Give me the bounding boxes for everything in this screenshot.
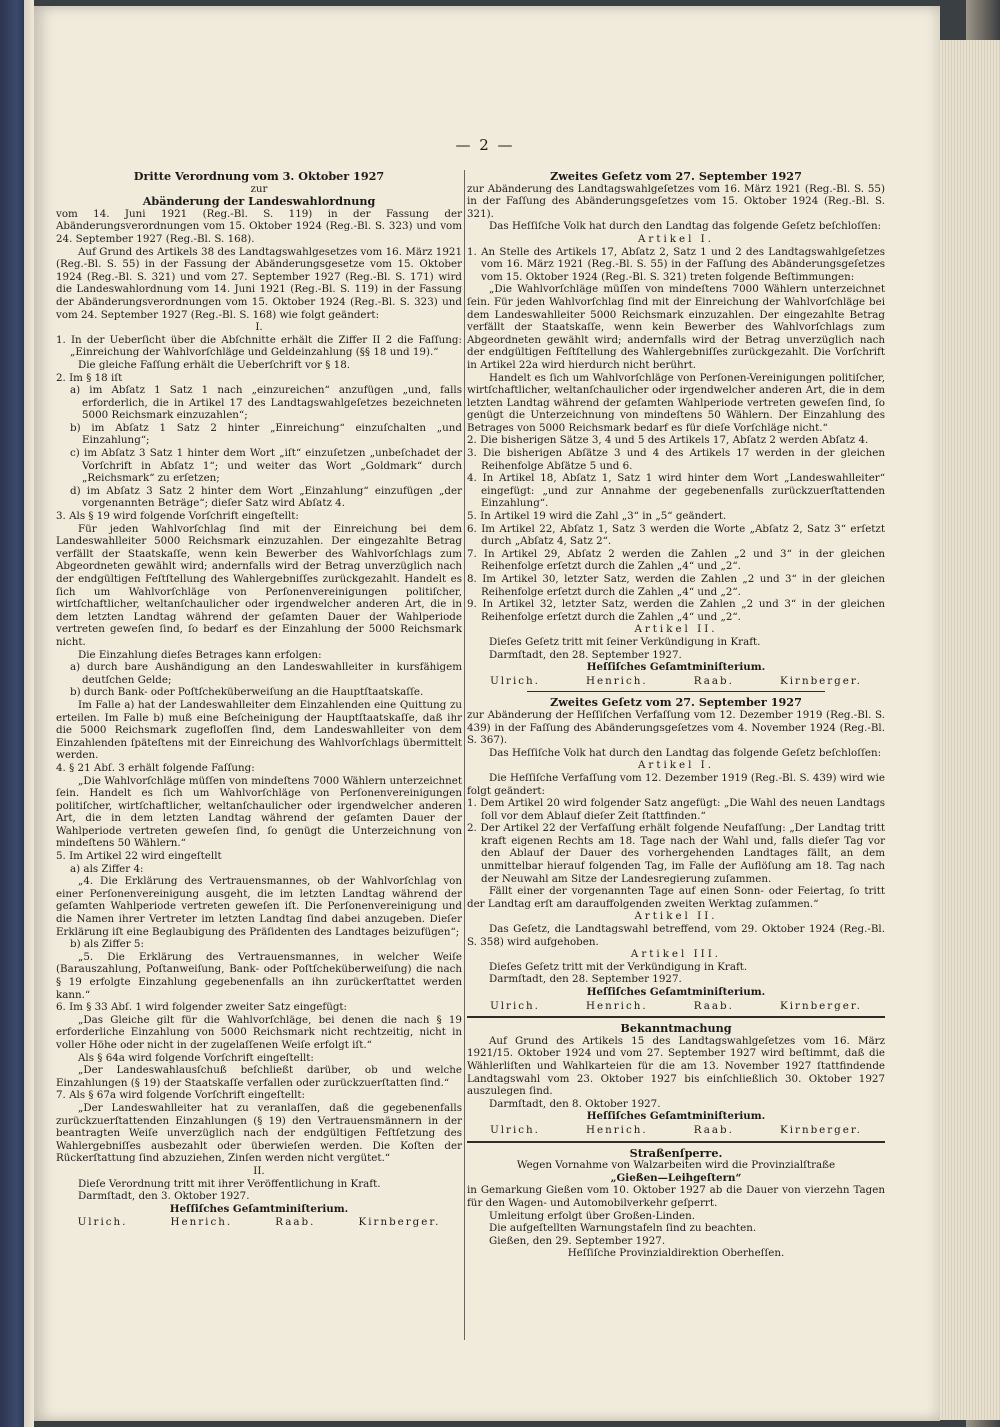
- signer: Henrich.: [586, 1123, 648, 1136]
- list-item: 5. Im Artikel 22 wird eingeſtellt: [56, 850, 222, 863]
- paragraph: Umleitung erfolgt über Großen-Linden.: [489, 1209, 696, 1222]
- signer: Kirnberger.: [780, 1123, 862, 1136]
- page-number: — 2 —: [455, 136, 515, 154]
- law2-preamble: Das Heſſiſche Volk hat durch den Landtag das folgende Geſetz beſchloſſen:: [489, 746, 882, 759]
- section-heading: I.: [255, 321, 263, 334]
- paragraph: „Das Gleiche gilt für die Wahlvorſchläge, bei denen die nach § 19 erforderliche Einzahlung von 5000 Reichsmark nicht rechtzeitig, nicht in voller Höhe oder nicht in der zugelaſſenen Weiſe erfolgt iſt.“: [56, 1013, 462, 1051]
- paragraph: Im Falle a) hat der Landeswahlleiter dem Einzahlenden eine Quittung zu erteilen. Im Falle b) muß eine Beſcheinigung der Hauptſtaatskaſſe, daß ihr die 5000 Reichsmark zugefloſſen ſind, dem Landeswahlleiter von dem Einzahlenden ſpäteſtens mit der Einreichung des Wahlvorſchlags übermittelt werden.: [56, 698, 462, 762]
- paragraph: Für jeden Wahlvorſchlag ſind mit der Einreichung bei dem Landeswahlleiter 5000 Reichsmark einzuzahlen. Der eingezahlte Betrag verfällt der Staatskaſſe, wenn kein Bewerber des Wahlvorſchlags zum Abgeordneten gewählt wird; andernfalls wird der Betrag unverzüglich nach der endgültigen Feſtſtellung des Wahlergebniſſes zurückgezahlt. Handelt es ſich um Wahlvorſchläge von Perſonenvereinigungen politiſcher, wirtſchaftlicher, weltanſchaulicher oder irgendwelcher anderen Art, die in dem letzten Landtag während der geſamten Dauer der Wahlperiode vertreten geweſen ſind, ſo bedarf es der Einzahlung der 5000 Reichsmark nicht.: [56, 522, 462, 648]
- separator-rule: [467, 1141, 885, 1143]
- ministry-name: Heſſiſches Geſamtminiſterium.: [586, 986, 766, 998]
- ordinance-subtitle: Abänderung der Landeswahlordnung: [142, 194, 376, 209]
- list-item: 1. In der Ueberſicht über die Abſchnitte erhält die Ziffer II 2 die Faſſung: „Einreichung der Wahlvorſchläge und Geldeinzahlung (§§ 18 und 19).“: [56, 333, 462, 359]
- signer: Raab.: [693, 674, 734, 687]
- paragraph: Die gleiche Faſſung erhält die Ueberſchrift vor § 18.: [78, 358, 351, 371]
- paragraph: Auf Grund des Artikels 15 des Landtagswahlgeſetzes vom 16. März 1921/15. Oktober 1924 und vom 27. September 1927 wird beſtimmt, daß die Wählerliſten und Wahlkarteien für die am 13. November 1927 ſtattfindende Landtagswahl vom 23. Oktober 1927 bis einſchließlich 30. Oktober 1927 auszulegen ſind.: [467, 1034, 885, 1098]
- list-item: 2. Die bisherigen Sätze 3, 4 und 5 des Artikels 17, Abſatz 2 werden Abſatz 4.: [467, 434, 869, 447]
- column-divider: [464, 170, 465, 1340]
- final-clause: Dieſe Verordnung tritt mit ihrer Veröffentlichung in Kraft.: [78, 1177, 381, 1190]
- law2-title: Zweites Geſetz vom 27. September 1927: [550, 695, 802, 710]
- final-clause: Dieſes Geſetz tritt mit der Verkündigung in Kraft.: [489, 960, 748, 973]
- notice-title: Bekanntmachung: [620, 1021, 732, 1036]
- article-heading: Artikel I.: [637, 759, 715, 772]
- list-item: 7. Als § 67a wird folgende Vorſchrift eingeſtellt:: [56, 1089, 305, 1102]
- sub-item: d) im Abſatz 3 Satz 2 hinter dem Wort „Einzahlung“ einzufügen „der vorgenannten Beträge“; dieſer Satz wird Abſatz 4.: [70, 484, 462, 510]
- final-clause: Dieſes Geſetz tritt mit ſeiner Verkündigung in Kraft.: [489, 635, 761, 648]
- list-item: 1. An Stelle des Artikels 17, Abſatz 2, Satz 1 und 2 des Landtagswahlgeſetzes vom 16. März 1921 (Reg.-Bl. S. 55) in der Faſſung des Abänderungsgeſetzes vom 15. Oktober 1924 (Reg.-Bl. S. 321) treten folgende Beſtimmungen:: [467, 245, 885, 283]
- signer: Ulrich.: [77, 1216, 128, 1229]
- list-item: 4. § 21 Abſ. 3 erhält folgende Faſſung:: [56, 761, 255, 774]
- list-item: 6. Im § 33 Abſ. 1 wird folgender zweiter Satz eingefügt:: [56, 1001, 348, 1014]
- paragraph: „Die Wahlvorſchläge müſſen von mindeſtens 7000 Wählern unterzeichnet ſein. Für jeden Wahlvorſchlag ſind mit der Einreichung der Wahlvorſchläge bei dem Landeswahlleiter 5000 Reichsmark einzuzahlen. Der eingezahlte Betrag verfällt der Staatskaſſe, wenn kein Bewerber des Wahlvorſchlags zum Abgeordneten gewählt wird; andernfalls wird der Betrag unverzüglich nach der endgültigen Feſtſtellung des Wahlergebniſſes zurückgezahlt. Die Vorſchrift in Artikel 22a wird hierdurch nicht berührt.: [467, 283, 885, 371]
- place-date: Darmſtadt, den 28. September 1927.: [489, 648, 682, 661]
- signer: Ulrich.: [490, 999, 540, 1012]
- place-date: Darmſtadt, den 3. Oktober 1927.: [78, 1190, 250, 1203]
- signer: Raab.: [693, 1123, 734, 1136]
- article-heading: Artikel II.: [634, 910, 718, 923]
- list-item: 2. Im § 18 iſt: [56, 371, 123, 384]
- ordinance-title-zur: zur: [250, 182, 268, 195]
- ministry-name: Heſſiſches Geſamtminiſterium.: [586, 661, 766, 674]
- book-gutter: [24, 0, 34, 1427]
- right-column: [467, 170, 885, 1260]
- article-heading: Artikel III.: [630, 948, 722, 961]
- list-item: 5. In Artikel 19 wird die Zahl „3“ in „5“ geändert.: [467, 510, 727, 523]
- sub-item: b) als Ziffer 5:: [70, 938, 144, 951]
- ordinance-reference: vom 14. Juni 1921 (Reg.-Bl. S. 119) in der Fassung der Abänderungsverordnungen vom 15. Oktober 1924 (Reg.-Bl. S. 323) und vom 24. September 1927 (Reg.-Bl. S. 168).: [56, 207, 462, 245]
- list-item: 9. In Artikel 32, letzter Satz, werden die Zahlen „2 und 3“ in der gleichen Reihenfolge erſetzt durch die Zahlen „4“ und „2“.: [467, 598, 885, 623]
- paragraph: Das Geſetz, die Landtagswahl betreffend, vom 29. Oktober 1924 (Reg.-Bl. S. 358) wird aufgehoben.: [467, 923, 885, 948]
- list-item: 2. Der Artikel 22 der Verfaſſung erhält folgende Neufaſſung: „Der Landtag tritt kraft eigenen Rechts am 18. Tage nach der Wahl und, falls dieſer Tag vor den Ablauf der Dauer des vorhergehenden Landtages fällt, an dem unmittelbar hierauf folgenden Tag, im Falle der Auflöſung am 18. Tag nach der Neuwahl am Sitze der Landesregierung zuſammen.: [467, 822, 885, 885]
- signatures: [467, 675, 885, 688]
- sub-item: b) durch Bank- oder Poſtſcheküberweiſung an die Hauptſtaatskaſſe.: [70, 686, 424, 699]
- separator-rule: [527, 691, 825, 692]
- paragraph: Als § 64a wird folgende Vorſchrift eingeſtellt:: [78, 1051, 314, 1064]
- paragraph: Die aufgeſtellten Warnungstafeln ſind zu beachten.: [489, 1222, 757, 1235]
- paragraph: „4. Die Erklärung des Vertrauensmannes, ob der Wahlvorſchlag von einer Perſonenvereinigung ausgeht, die im letzten Landtag während der geſamten Wahlperiode vertreten geweſen iſt. Die Perſonenvereinigung und die Namen ihrer Vertreter im letzten Landtag ſind dabei anzugeben. Dieſer Erklärung iſt eine Beglaubigung des Präſidenten des Landtages beizufügen“;: [56, 875, 462, 938]
- left-column: [56, 170, 462, 1230]
- sub-item: a) als Ziffer 4:: [70, 862, 144, 875]
- law2-subtitle: zur Abänderung der Heſſiſchen Verfaſſung vom 12. Dezember 1919 (Reg.-Bl. S. 439) in der Faſſung des Abänderungsgeſetzes vom 4. November 1924 (Reg.-Bl. S. 367).: [467, 708, 885, 747]
- signer: Kirnberger.: [780, 674, 862, 687]
- sub-item: a) durch bare Aushändigung an den Landeswahlleiter in kursfähigem deutſchen Gelde;: [70, 661, 462, 686]
- list-item: 3. Die bisherigen Abſätze 3 und 4 des Artikels 17 werden in der gleichen Reihenfolge Abſätze 5 und 6.: [467, 447, 885, 472]
- paragraph: „Die Wahlvorſchläge müſſen von mindeſtens 7000 Wählern unterzeichnet ſein. Handelt es ſich um Wahlvorſchläge von Perſonenvereinigungen politiſcher, wirtſchaftlicher, weltanſchaulicher oder irgendwelcher anderen Art, die in dem letzten Landtag während der geſamten Dauer der Wahlperiode vertreten geweſen ſind, ſo genügt die Unterzeichnung von mindeſtens 50 Wählern.“: [56, 774, 462, 850]
- paragraph: „5. Die Erklärung des Vertrauensmannes, in welcher Weiſe (Barauszahlung, Poſtanweiſung, Bank- oder Poſtſcheküberweiſung) die nach § 19 erfolgte Einzahlung gegebenenfalls an ihn zurückerſtattet werden kann.“: [56, 950, 462, 1001]
- signer: Henrich.: [586, 999, 648, 1012]
- law1-preamble: Das Heſſiſche Volk hat durch den Landtag das folgende Geſetz beſchloſſen:: [489, 220, 882, 233]
- sub-item: a) im Abſatz 1 Satz 1 nach „einzureichen“ anzufügen „und, falls erforderlich, die in Artikel 17 des Landtagswahlgeſetzes bezeichneten 5000 Reichsmark einzuzahlen“;: [70, 384, 462, 422]
- paragraph: in Gemarkung Gießen vom 10. Oktober 1927 ab die Dauer von vierzehn Tagen für den Wagen- und Automobilverkehr geſperrt.: [467, 1184, 885, 1209]
- ordinance-intro: Auf Grund des Artikels 38 des Landtagswahlgesetzes vom 16. März 1921 (Reg.-Bl. S. 55) in der Fassung der Abänderungsgesetze vom 15. Oktober 1924 (Reg.-Bl. S. 321) und vom 27. September 1927 (Reg.-Bl. S. 171) wird die Landeswahlordnung vom 14. Juni 1921 (Reg.-Bl. S. 119) in der Fassung der Abänderungsverordnungen vom 15. Oktober 1924 (Reg.-Bl. S. 323) und vom 24. September 1927 (Reg.-Bl. S. 168) wie folgt geändert:: [56, 245, 462, 321]
- paragraph: Die Einzahlung dieſes Betrages kann erfolgen:: [78, 648, 322, 661]
- place-date: Darmſtadt, den 28. September 1927.: [489, 973, 682, 986]
- signer: Ulrich.: [490, 674, 540, 687]
- list-item: 6. Im Artikel 22, Abſatz 1, Satz 3 werden die Worte „Abſatz 2, Satz 3“ erſetzt durch „Abſatz 4, Satz 2“.: [467, 522, 885, 548]
- signer: Henrich.: [586, 674, 648, 687]
- place-date: Gießen, den 29. September 1927.: [489, 1234, 666, 1247]
- ministry-name: Heſſiſches Geſamtminiſterium.: [586, 1110, 766, 1123]
- signatures: [467, 1124, 885, 1137]
- list-item: 4. In Artikel 18, Abſatz 1, Satz 1 wird hinter dem Wort „Landeswahlleiter“ eingefügt: „und zur Annahme der gegebenenfalls zurückzuerſtattenden Einzahlung“.: [467, 472, 885, 510]
- sub-item: b) im Abſatz 1 Satz 2 hinter „Einreichung“ einzuſchalten „und Einzahlung“;: [70, 421, 462, 447]
- paragraph: „Der Landeswahlleiter hat zu veranlaſſen, daß die gegebenenfalls zurückzuerſtattenden Einzahlungen (§ 19) den Vertrauensmännern in der beantragten Weiſe unverzüglich nach der endgültigen Feſtſetzung des Wahlergebniſſes ausbezahlt oder überwieſen werden. Die Koſten der Rückerſtattung ſind abzuziehen, Zinſen werden nicht vergütet.“: [56, 1101, 462, 1165]
- closure-title: Straßenſperre.: [629, 1145, 723, 1160]
- signer: Ulrich.: [490, 1123, 540, 1136]
- signer: Raab.: [275, 1216, 316, 1229]
- law1-title: Zweites Geſetz vom 27. September 1927: [550, 169, 802, 183]
- sub-item: c) im Abſatz 3 Satz 1 hinter dem Wort „iſt“ einzuſetzen „unbeſchadet der Vorſchrift in Abſatz 1“; und weiter das Wort „Goldmark“ durch „Reichsmark“ zu erſetzen;: [70, 447, 462, 485]
- signatures: [56, 1216, 462, 1229]
- article-heading: Artikel I.: [637, 232, 715, 245]
- road-name: „Gießen—Leihgeſtern“: [610, 1171, 742, 1184]
- article-heading: Artikel II.: [634, 623, 718, 636]
- separator-rule: [467, 1016, 885, 1018]
- ministry-name: Heſſiſches Geſamtminiſterium.: [169, 1202, 349, 1215]
- list-item: 1. Dem Artikel 20 wird folgender Satz angefügt: „Die Wahl des neuen Landtags ſoll vor dem Ablauf dieſer Zeit ſtattfinden.“: [467, 797, 885, 822]
- signer: Henrich.: [170, 1216, 233, 1229]
- paragraph: Wegen Vornahme von Walzarbeiten wird die Provinzialſtraße: [516, 1159, 836, 1172]
- page-stack: [940, 40, 1000, 1420]
- section-heading: II.: [253, 1164, 265, 1177]
- law1-subtitle: zur Abänderung des Landtagswahlgeſetzes vom 16. März 1921 (Reg.-Bl. S. 55) in der Faſſung des Abänderungsgeſetzes vom 15. Oktober 1924 (Reg.-Bl. S. 321).: [467, 182, 885, 220]
- paragraph: Die Heſſiſche Verfaſſung vom 12. Dezember 1919 (Reg.-Bl. S. 439) wird wie folgt geändert:: [467, 771, 885, 797]
- paragraph: Handelt es ſich um Wahlvorſchläge von Perſonen-Vereinigungen politiſcher, wirtſchaftlicher, weltanſchaulicher oder irgendwelcher anderen Art, die in dem letzten Landtag während der geſamten Wahlperiode vertreten geweſen ſind, ſo genügt die Unterzeichnung von mindeſtens 50 Wählern. Der Einzahlung des Betrages von 5000 Reichsmark bedarf es für dieſe Vorſchläge nicht.“: [467, 371, 885, 434]
- ordinance-title: Dritte Verordnung vom 3. Oktober 1927: [133, 169, 385, 183]
- list-item: 7. In Artikel 29, Abſatz 2 werden die Zahlen „2 und 3“ in der gleichen Reihenfolge erſetzt durch die Zahlen „4“ und „2“.: [467, 547, 885, 573]
- authority-name: Heſſiſche Provinzialdirektion Oberheſſen.: [567, 1247, 785, 1260]
- paragraph: „Der Landeswahlausſchuß beſchließt darüber, ob und welche Einzahlungen (§ 19) der Staatskaſſe verfallen oder zurückzuerſtatten ſind.“: [56, 1064, 462, 1089]
- signatures: [467, 1000, 885, 1013]
- paragraph: Fällt einer der vorgenannten Tage auf einen Sonn- oder Feiertag, ſo tritt der Landtag erſt am darauffolgenden zweiten Werktag zuſammen.“: [467, 885, 885, 910]
- place-date: Darmſtadt, den 8. Oktober 1927.: [489, 1097, 661, 1110]
- list-item: 8. Im Artikel 30, letzter Satz, werden die Zahlen „2 und 3“ in der gleichen Reihenfolge erſetzt durch die Zahlen „4“ und „2“.: [467, 573, 885, 598]
- list-item: 3. Als § 19 wird folgende Vorſchrift eingeſtellt:: [56, 510, 299, 523]
- signer: Kirnberger.: [780, 999, 862, 1012]
- signer: Kirnberger.: [358, 1216, 441, 1229]
- signer: Raab.: [693, 999, 734, 1012]
